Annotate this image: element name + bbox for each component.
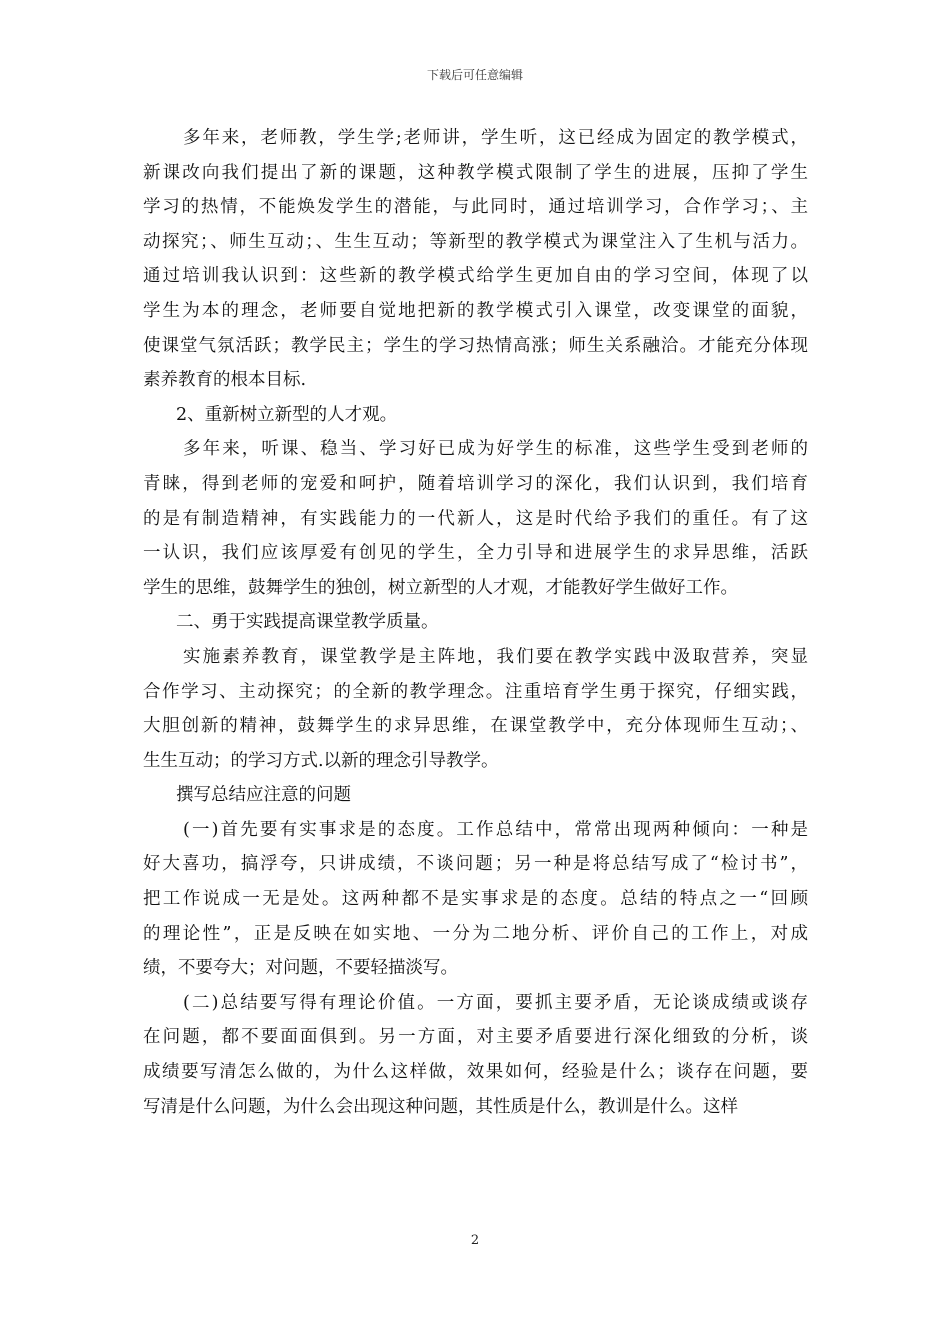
text-line: 一认识，我们应该厚爱有创见的学生，全力引导和进展学生的求异思维，活跃 bbox=[143, 543, 808, 564]
text-line: 动探究；、师生互动；、生生互动；等新型的教学模式为课堂注入了生机与活力。 bbox=[143, 231, 808, 252]
text-line: 绩，不要夸大；对问题，不要轻描淡写。 bbox=[143, 958, 458, 979]
text-line: (二)总结要写得有理论价值。一方面，要抓主要矛盾，无论谈成绩或谈存 bbox=[183, 992, 808, 1013]
paragraph bbox=[143, 813, 808, 986]
text-line: 通过培训我认识到：这些新的教学模式给学生更加自由的学习空间，体现了以 bbox=[143, 266, 808, 287]
text-line: 多年来，老师教，学生学;老师讲，学生听，这已经成为固定的教学模式， bbox=[183, 128, 808, 148]
paragraph bbox=[143, 986, 808, 1124]
text-line: 生生互动；的学习方式.以新的理念引导教学。 bbox=[143, 750, 499, 771]
text-line: 在问题，都不要面面俱到。另一方面，对主要矛盾要进行深化细致的分析，谈 bbox=[143, 1027, 808, 1048]
text-line: 大胆创新的精神，鼓舞学生的求异思维，在课堂教学中，充分体现师生互动；、 bbox=[143, 716, 808, 737]
text-line: 学生为本的理念，老师要自觉地把新的教学模式引入课堂，改变课堂的面貌， bbox=[143, 300, 808, 321]
paragraph bbox=[143, 778, 808, 813]
text-line: 多年来，听课、稳当、学习好已成为好学生的标准，这些学生受到老师的 bbox=[183, 439, 808, 460]
text-line: 新课改向我们提出了新的课题，这种教学模式限制了学生的进展，压抑了学生 bbox=[143, 162, 808, 183]
paragraph bbox=[143, 640, 808, 778]
text-line: (一)首先要有实事求是的态度。工作总结中，常常出现两种倾向：一种是 bbox=[183, 819, 808, 840]
page-header: 下载后可任意编辑 bbox=[426, 68, 523, 82]
text-line: 把工作说成一无是处。这两种都不是实事求是的态度。总结的特点之一“回顾 bbox=[143, 889, 808, 910]
paragraph bbox=[143, 398, 808, 433]
text-line: 写清是什么问题，为什么会出现这种问题，其性质是什么，教训是什么。这样 bbox=[143, 1096, 738, 1117]
text-line: 的理论性”，正是反映在如实地、一分为二地分析、评价自己的工作上，对成 bbox=[143, 923, 808, 944]
text-line: 好大喜功，搞浮夸，只讲成绩，不谈问题；另一种是将总结写成了“检讨书”， bbox=[143, 854, 808, 875]
paragraph bbox=[143, 605, 808, 640]
text-line: 2、重新树立新型的人才观。 bbox=[176, 404, 398, 425]
text-line: 青睐，得到老师的宠爱和呵护，随着培训学习的深化，我们认识到，我们培育 bbox=[143, 473, 808, 494]
text-line: 素养教育的根本目标. bbox=[143, 370, 307, 391]
page-number: 2 bbox=[470, 1233, 480, 1248]
text-line: 成绩要写清怎么做的，为什么这样做，效果如何，经验是什么；谈存在问题，要 bbox=[143, 1062, 808, 1083]
paragraph bbox=[143, 432, 808, 605]
text-line: 撰写总结应注意的问题 bbox=[176, 785, 351, 806]
text-line: 的是有制造精神，有实践能力的一代新人，这是时代给予我们的重任。有了这 bbox=[143, 508, 808, 529]
text-line: 学生的思维，鼓舞学生的独创，树立新型的人才观，才能教好学生做好工作。 bbox=[143, 577, 738, 598]
text-line: 二、勇于实践提高课堂教学质量。 bbox=[176, 612, 439, 633]
text-line: 实施素养教育，课堂教学是主阵地，我们要在教学实践中汲取营养，突显 bbox=[183, 646, 808, 667]
text-line: 使课堂气氛活跃；教学民主；学生的学习热情高涨；师生关系融洽。才能充分体现 bbox=[143, 335, 808, 356]
text-line: 合作学习、主动探究；的全新的教学理念。注重培育学生勇于探究，仔细实践， bbox=[143, 681, 808, 702]
document-body bbox=[143, 121, 808, 1124]
paragraph bbox=[143, 121, 808, 398]
text-line: 学习的热情，不能焕发学生的潜能，与此同时，通过培训学习，合作学习；、主 bbox=[143, 197, 808, 218]
